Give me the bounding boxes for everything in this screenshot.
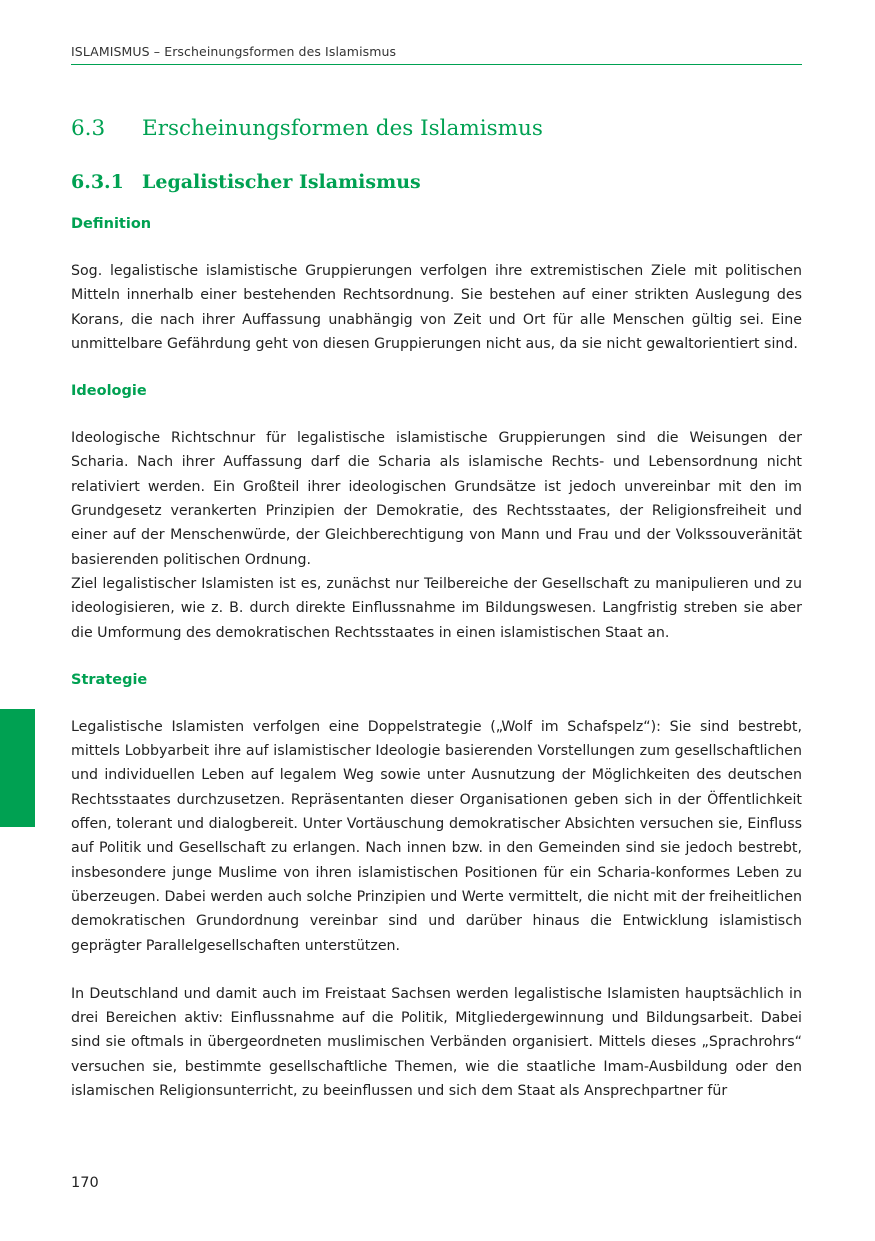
ideologie-heading: Ideologie [71,383,147,400]
definition-heading: Definition [71,216,152,232]
page-content [71,112,802,1103]
section-title [71,112,802,146]
subsection-title [71,166,802,198]
page-number: 170 [71,1175,99,1191]
ideologie-paragraph-2: Ziel legalistischer Islamisten ist es, zunächst nur Teilbereiche der Gesellschaft zu manipulieren und zu ideologisieren, wie z. B. durch direkte Einflussnahme im Bildungswesen. Langfristig streben sie aber die Umformung des demokratischen Rechtsstaates in einen islamistischen Staat an. [71,575,802,641]
section-number: 6.3 [71,116,106,141]
subsection-number: 6.3.1 [71,171,124,193]
strategie-paragraph-1: Legalistische Islamisten verfolgen eine Doppelstrategie („Wolf im Schafspelz“): Sie sind bestrebt, mittels Lobbyarbeit ihre auf islamistischer Ideologie basierenden Vorstellungen zum gesellschaftlichen und individuellen Leben auf legalem Weg sowie unter Ausnutzung der Möglichkeiten des deutschen Rechtsstaates durchzusetzen. Repräsentanten dieser Organisationen geben sich in der Öffentlichkeit offen, tolerant und dialogbereit. Unter Vortäuschung demokratischer Absichten versuchen sie, Einfluss auf Politik und Gesellschaft zu erlangen. Nach innen bzw. in den Gemeinden sind sie jedoch bestrebt, insbesondere junge Muslime von ihren islamistischen Positionen für ein Scharia-konformes Leben zu überzeugen. Dabei werden auch solche Prinzipien und Werte vermittelt, die nicht mit der freiheitlichen demokratischen Grundordnung vereinbar sind und darüber hinaus die Entwicklung islamistisch geprägter Parallelgesellschaften unterstützen. [71,718,802,954]
strategie-heading: Strategie [71,671,148,688]
subsection-title-text: Legalistischer Islamismus [142,171,421,193]
running-head: ISLAMISMUS – Erscheinungsformen des Islamismus [71,44,802,65]
section-title-text: Erscheinungsformen des Islamismus [142,116,543,141]
ideologie-paragraph-1: Ideologische Richtschnur für legalistische islamistische Gruppierungen sind die Weisungen der Scharia. Nach ihrer Auffassung darf die Scharia als islamische Rechts- und Lebensordnung nicht relativiert werden. Ein Großteil ihrer ideologischen Grundsätze ist jedoch unvereinbar mit den im Grundgesetz verankerten Prinzipien der Demokratie, des Rechtsstaates, der Religionsfreiheit und einer auf der Menschenwürde, der Gleichberechtigung von Mann und Frau und der Volkssouveränität basierenden politischen Ordnung. [71,430,802,568]
chapter-side-tab [0,709,35,827]
definition-paragraph: Sog. legalistische islamistische Gruppierungen verfolgen ihre extremistischen Ziele mit politischen Mitteln innerhalb einer bestehenden Rechtsordnung. Sie bestehen auf einer strikten Auslegung des Korans, die nach ihrer Auffassung unabhängig von Zeit und Ort für alle Menschen gültig sei. Eine unmittelbare Gefährdung geht von diesen Gruppierungen nicht aus, da sie nicht gewaltorientiert sind. [71,263,802,352]
strategie-paragraph-2: In Deutschland und damit auch im Freistaat Sachsen werden legalistische Islamisten hauptsächlich in drei Bereichen aktiv: Einflussnahme auf die Politik, Mitgliedergewinnung und Bildungsarbeit. Dabei sind sie oftmals in übergeordneten muslimischen Verbänden organisiert. Mittels dieses „Sprachrohrs“ versuchen sie, bestimmte gesellschaftliche Themen, wie die staatliche Imam-Ausbildung oder den islamischen Religionsunterricht, zu beeinflussen und sich dem Staat als Ansprechpartner für [71,985,802,1100]
